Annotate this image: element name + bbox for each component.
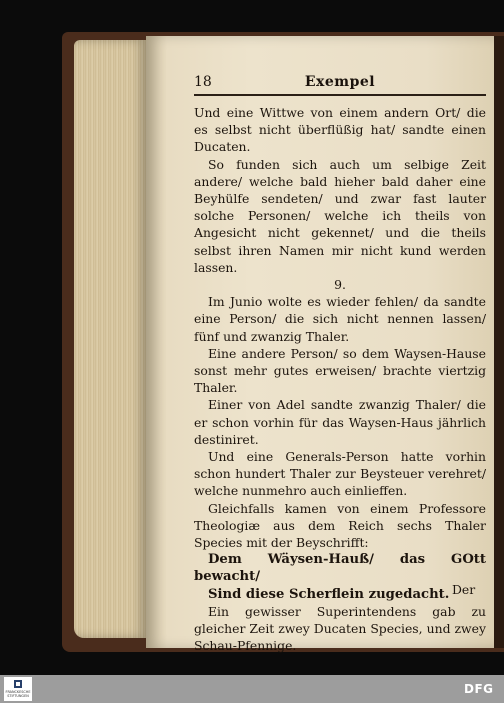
viewer-footer xyxy=(0,675,504,703)
running-title: Exempel xyxy=(304,74,376,90)
paragraph: Eine andere Person/ so dem Waysen-Hause sonst mehr gutes erweisen/ brachte viertzig Thaler. xyxy=(194,345,486,396)
section-number: 9. xyxy=(334,277,346,293)
facing-page-edge xyxy=(494,36,504,648)
paragraph: Gleichfalls kamen von einem Professore Theologiæ aus dem Reich sechs Thaler Species mit der Beyschrifft: xyxy=(194,500,486,551)
dfg-logo[interactable]: DFG xyxy=(464,682,494,696)
page-header xyxy=(194,74,486,98)
inscription-line: Dem Wäysen-Hauß/ das GOtt bewacht/ xyxy=(194,552,486,585)
page-body xyxy=(194,104,486,655)
library-logo-text: FRANCKESCHE STIFTUNGEN xyxy=(5,690,31,698)
paragraph: Einer von Adel sandte zwanzig Thaler/ die er schon vorhin für das Waysen-Haus jährlich destiniret. xyxy=(194,397,486,447)
page-edges xyxy=(74,40,146,638)
paragraph: So funden sich auch um selbige Zeit andere/ welche bald hieher bald daher eine Beyhülfe sendeten/ und zwar fast lauter solche Personen/ welche ich theils von Angesicht nicht gekennet/ und die theils selbst ihren Namen mir nicht kund werden lassen. xyxy=(194,156,486,275)
paragraph: Und eine Generals-Person hatte vorhin schon hundert Thaler zur Beysteuer verehret/ welche nunmehro auch einlieffen. xyxy=(194,449,486,499)
catchword: Der xyxy=(452,582,476,597)
paragraph: Im Junio wolte es wieder fehlen/ da sandte eine Person/ die sich nicht nennen lassen/ fünf und zwanzig Thaler. xyxy=(194,294,486,344)
library-logo-icon xyxy=(13,679,23,689)
paragraph: Ein gewisser Superintendens gab zu gleicher Zeit zwey Ducaten Species, und zwey Schau-Pfennige. xyxy=(194,603,486,654)
paragraph: Und eine Wittwe von einem andern Ort/ die es selbst nicht überflüßig hat/ sandte einen Ducaten. xyxy=(194,105,486,155)
inscription-line: Sind diese Scherflein zugedacht. xyxy=(208,586,450,602)
header-rule xyxy=(194,94,486,97)
library-logo[interactable] xyxy=(4,677,32,701)
page-number: 18 xyxy=(194,74,212,90)
